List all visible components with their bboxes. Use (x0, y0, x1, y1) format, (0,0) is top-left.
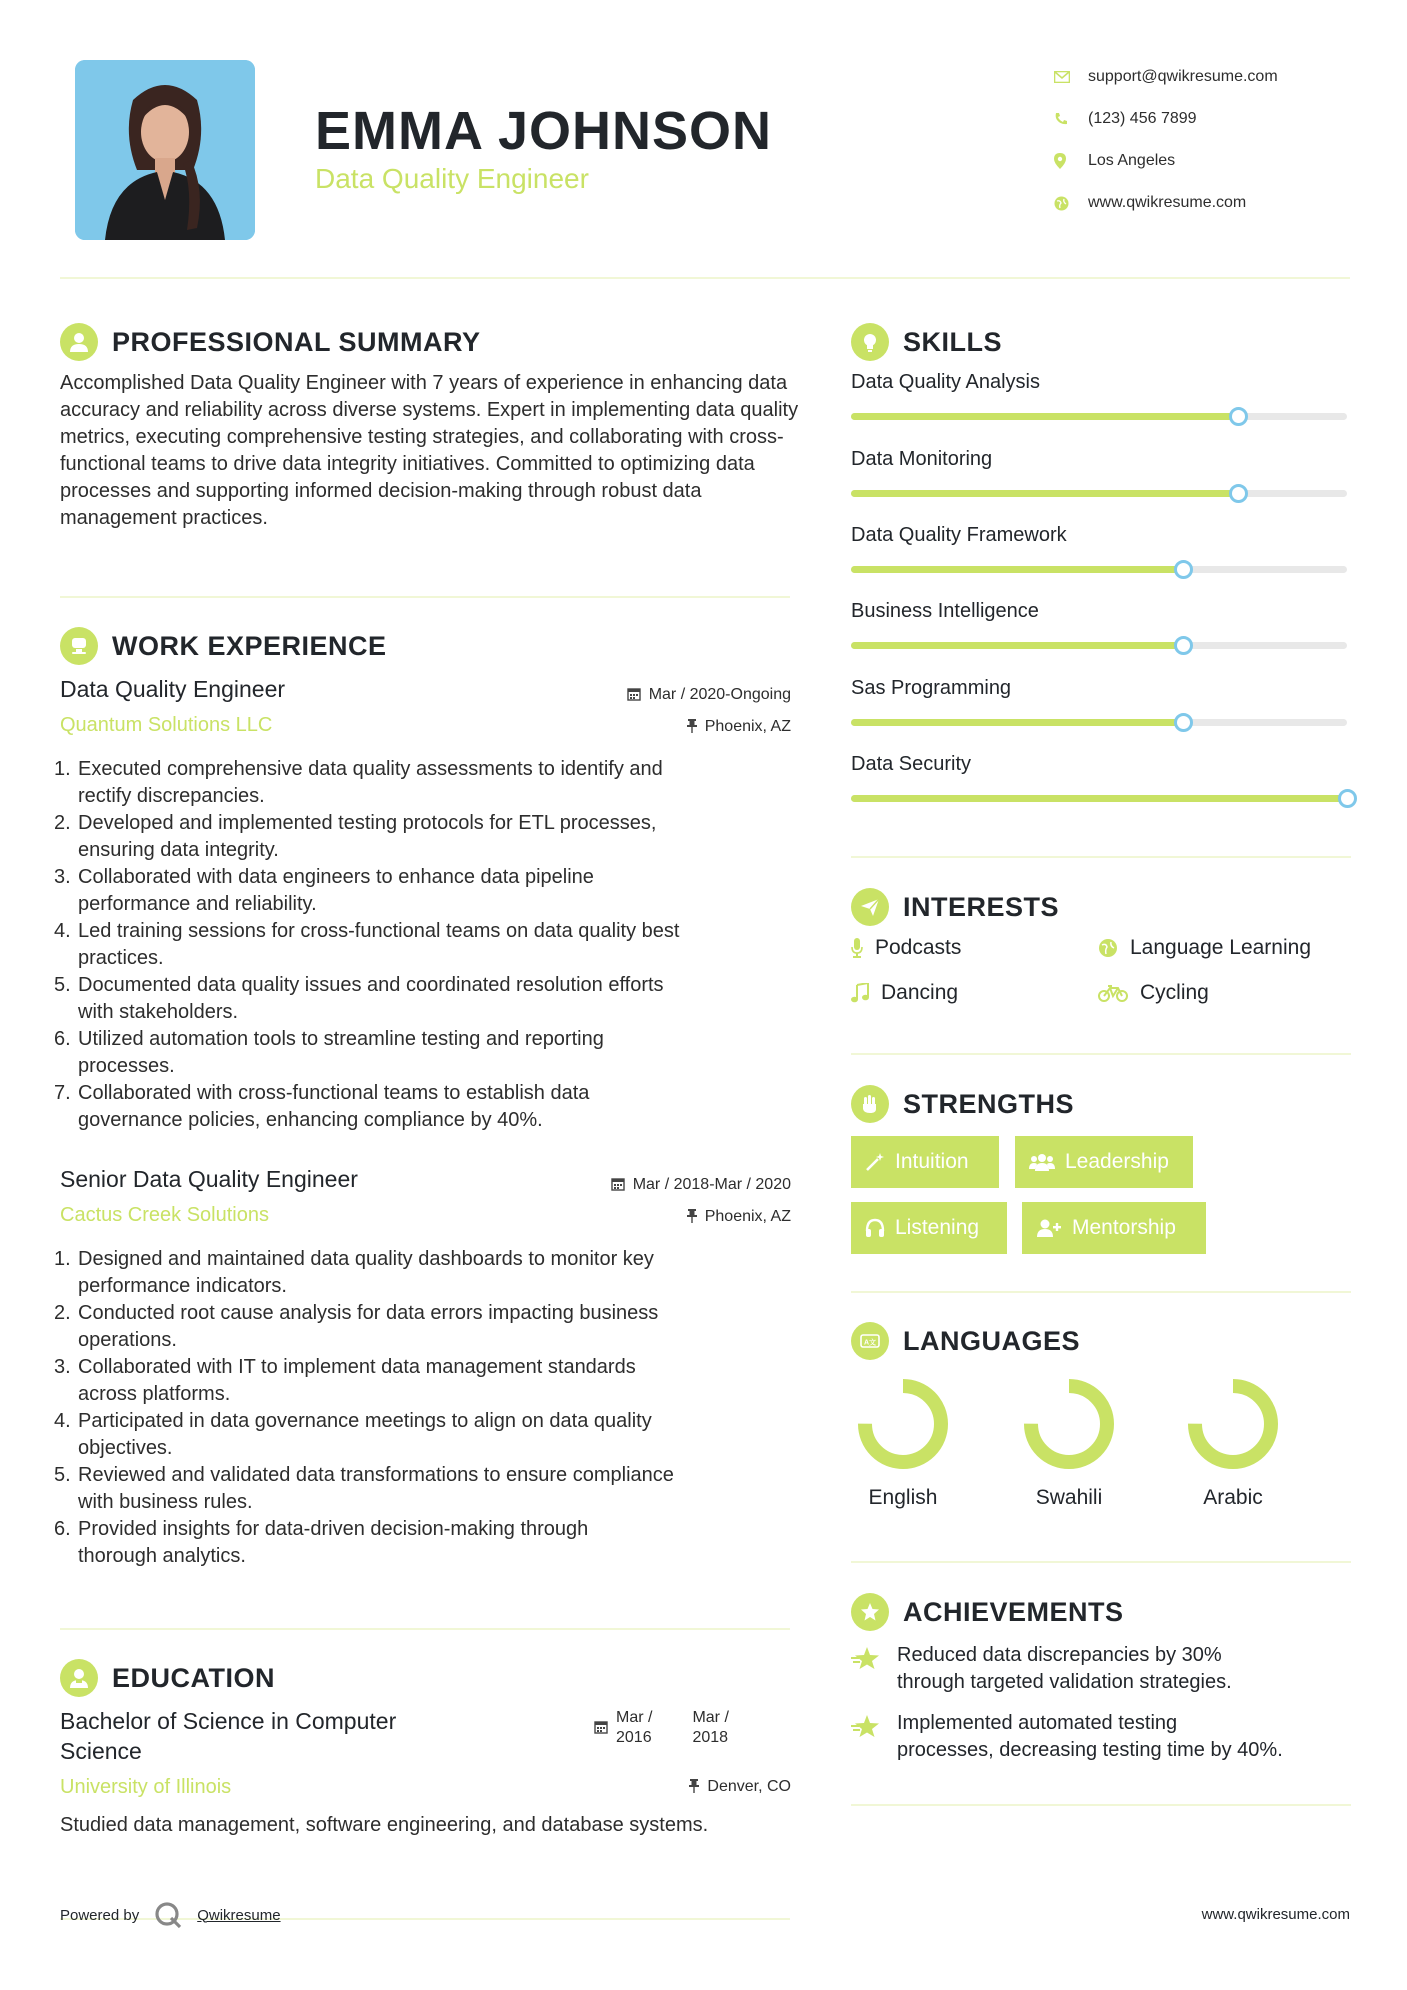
job-date-text: Mar / 2018-Mar / 2020 (632, 1176, 791, 1193)
achievement-text: Implemented automated testing processes, decreasing testing time by 40%. (897, 1712, 1283, 1761)
skill-bar-fill (851, 719, 1183, 726)
job-location (687, 1208, 791, 1226)
summary-title: PROFESSIONAL SUMMARY (112, 326, 481, 357)
interest-label: Podcasts (875, 936, 962, 959)
skill-bar-knob (1174, 713, 1193, 732)
job-company: Quantum Solutions LLC (60, 714, 273, 736)
languages-header (851, 1322, 1080, 1360)
language-icon (851, 1322, 889, 1360)
star-icon (851, 1710, 897, 1764)
summary-header (60, 323, 481, 361)
strengths-title: STRENGTHS (903, 1088, 1075, 1119)
skill-bar (851, 413, 1347, 420)
job-responsibilities (54, 1246, 805, 1570)
summary-text: Accomplished Data Quality Engineer with 7 years of experience in enhancing data accuracy and reliability across diverse systems. Expert in implementing data quality metrics, executing comprehensive testing strategies, and collaborating with cross-functional teams to drive data integrity initiatives. Committed to optimizing data processes and supporting informed decision-making through robust data management practices. (60, 372, 799, 529)
strength-label: Mentorship (1072, 1216, 1176, 1239)
achievements-title: ACHIEVEMENTS (903, 1596, 1124, 1627)
contact-website[interactable] (1050, 182, 1370, 224)
skill-bar (851, 490, 1347, 497)
job-location-text: Phoenix, AZ (704, 718, 791, 735)
calendar-icon (594, 1720, 608, 1737)
language-item (1004, 1376, 1134, 1510)
skill-bar-knob (1338, 789, 1357, 808)
contact-email-text: support@qwikresume.com (1088, 68, 1278, 85)
contact-website-text: www.qwikresume.com (1088, 194, 1247, 211)
candidate-role: Data Quality Engineer (315, 163, 589, 194)
footer-url[interactable]: www.qwikresume.com (1201, 1906, 1350, 1923)
briefcase-icon (60, 627, 98, 665)
achievements-header (851, 1593, 1124, 1631)
languages-divider (851, 1561, 1351, 1563)
strength-label: Leadership (1065, 1150, 1169, 1173)
degree-title-line: Science (60, 1738, 142, 1764)
degree-title-line: Bachelor of Science in Computer (60, 1708, 397, 1734)
skill-name: Data Security (851, 753, 972, 775)
interest-item (851, 936, 961, 960)
school-name: University of Illinois (60, 1776, 232, 1798)
language-level-ring (1185, 1376, 1281, 1472)
list-item: 4. Led training sessions for cross-functional teams on data quality best practices. (54, 920, 680, 969)
powered-by-label: Powered by (60, 1906, 140, 1924)
strengths-header (851, 1085, 1074, 1123)
interest-item (851, 981, 958, 1005)
list-item: 7. Collaborated with cross-functional teams to establish data governance policies, enhancing compliance by 40%. (54, 1082, 590, 1131)
pushpin-icon (687, 1209, 697, 1226)
qwikresume-link[interactable]: Qwikresume (197, 1906, 281, 1924)
education-title: EDUCATION (112, 1662, 275, 1693)
education-start: Mar / 2016 (616, 1709, 653, 1746)
skill-item (851, 753, 1351, 802)
microphone-icon (851, 938, 863, 958)
summary-divider (60, 596, 790, 598)
profile-photo (75, 60, 255, 240)
achievement-text: Reduced data discrepancies by 30% through targeted validation strategies. (897, 1644, 1232, 1693)
skill-name: Data Quality Analysis (851, 371, 1040, 393)
achievements-divider (851, 1804, 1351, 1806)
magic-wand-icon (865, 1152, 885, 1172)
job-location (687, 718, 791, 736)
skills-header (851, 323, 1002, 361)
interest-label: Dancing (881, 981, 959, 1004)
list-item: 3. Collaborated with data engineers to enhance data pipeline performance and reliability. (54, 866, 594, 915)
language-name: English (868, 1486, 938, 1509)
skill-bar (851, 642, 1347, 649)
powered-by (60, 1900, 281, 1930)
job-date-text: Mar / 2020-Ongoing (648, 686, 791, 703)
bicycle-icon (1098, 984, 1128, 1002)
list-item: 1. Executed comprehensive data quality assessments to identify and rectify discrepancies. (54, 758, 663, 807)
skill-bar-fill (851, 566, 1183, 573)
skill-item (851, 524, 1351, 573)
education-description: Studied data management, software engineering, and database systems. (60, 1814, 709, 1836)
interest-label: Cycling (1140, 981, 1209, 1004)
strength-label: Intuition (895, 1150, 969, 1173)
candidate-name: EMMA JOHNSON (315, 101, 773, 161)
experience-header (60, 627, 387, 665)
language-name: Arabic (1203, 1486, 1263, 1509)
contact-email[interactable] (1050, 56, 1370, 98)
users-icon (1029, 1152, 1055, 1172)
languages-title: LANGUAGES (903, 1325, 1081, 1356)
education-location (689, 1778, 791, 1796)
calendar-icon (611, 1177, 625, 1194)
headphones-icon (865, 1218, 885, 1238)
list-item: 5. Reviewed and validated data transformations to ensure compliance with business rules. (54, 1464, 674, 1513)
calendar-icon (627, 687, 641, 704)
skill-bar-fill (851, 642, 1183, 649)
skill-item (851, 677, 1351, 726)
skill-item (851, 371, 1351, 420)
contact-phone-text: (123) 456 7899 (1088, 110, 1197, 127)
user-icon (60, 323, 98, 361)
contact-location (1050, 140, 1370, 182)
language-level-ring (855, 1376, 951, 1472)
achievement-item (851, 1642, 1351, 1696)
skill-name: Data Monitoring (851, 448, 993, 470)
list-item: 6. Utilized automation tools to streamline testing and reporting processes. (54, 1028, 604, 1077)
skills-title: SKILLS (903, 326, 1003, 357)
job-responsibilities (54, 756, 805, 1134)
strength-tag (851, 1136, 999, 1188)
svg-text:A文: A文 (863, 1339, 877, 1347)
job-date (611, 1176, 791, 1194)
list-item: 2. Conducted root cause analysis for data errors impacting business operations. (54, 1302, 659, 1351)
skill-item (851, 600, 1351, 649)
paper-plane-icon (851, 888, 889, 926)
interests-title: INTERESTS (903, 891, 1060, 922)
contact-phone[interactable] (1050, 98, 1370, 140)
hand-icon (851, 1085, 889, 1123)
strengths-divider (851, 1291, 1351, 1293)
language-level-ring (1021, 1376, 1117, 1472)
lightbulb-icon (851, 323, 889, 361)
skill-bar-knob (1174, 560, 1193, 579)
skill-name: Sas Programming (851, 677, 1012, 699)
skill-bar-knob (1229, 484, 1248, 503)
envelope-icon (1050, 71, 1088, 83)
header-divider (60, 277, 1350, 279)
job-company: Cactus Creek Solutions (60, 1204, 269, 1226)
job-location-text: Phoenix, AZ (704, 1208, 791, 1225)
list-item: 5. Documented data quality issues and coordinated resolution efforts with stakeholders. (54, 974, 664, 1023)
experience-divider (60, 1628, 790, 1630)
contact-list (1050, 56, 1370, 224)
language-item (838, 1376, 968, 1510)
map-pin-icon (1050, 153, 1088, 169)
job-title: Data Quality Engineer (60, 676, 286, 702)
globe-icon (1050, 196, 1088, 211)
education-date (594, 1708, 729, 1748)
skill-bar-fill (851, 795, 1347, 802)
experience-title: WORK EXPERIENCE (112, 630, 387, 661)
education-location-text: Denver, CO (707, 1778, 791, 1795)
pushpin-icon (687, 719, 697, 736)
skill-item (851, 448, 1351, 497)
interest-item (1098, 936, 1311, 960)
list-item: 3. Collaborated with IT to implement data management standards across platforms. (54, 1356, 636, 1405)
skill-bar (851, 795, 1347, 802)
job-title: Senior Data Quality Engineer (60, 1166, 358, 1192)
list-item: 1. Designed and maintained data quality dashboards to monitor key performance indicators. (54, 1248, 654, 1297)
list-item: 6. Provided insights for data-driven decision-making through thorough analytics. (54, 1518, 589, 1567)
job-date (627, 686, 791, 704)
strength-tag (851, 1202, 1007, 1254)
skill-bar-knob (1174, 636, 1193, 655)
skill-bar (851, 566, 1347, 573)
star-badge-icon (851, 1593, 889, 1631)
interests-header (851, 888, 1059, 926)
skill-bar-knob (1229, 407, 1248, 426)
interests-divider (851, 1053, 1351, 1055)
skills-divider (851, 856, 1351, 858)
interest-item (1098, 981, 1209, 1005)
music-note-icon (851, 983, 869, 1003)
skill-name: Data Quality Framework (851, 524, 1067, 546)
education-header (60, 1659, 275, 1697)
star-icon (851, 1642, 897, 1696)
list-item: 2. Developed and implemented testing protocols for ETL processes, ensuring data integrity. (54, 812, 657, 861)
list-item: 4. Participated in data governance meetings to align on data quality objectives. (54, 1410, 652, 1459)
strength-tag (1015, 1136, 1193, 1188)
phone-icon (1050, 112, 1088, 126)
skill-bar-fill (851, 490, 1238, 497)
graduation-icon (60, 1659, 98, 1697)
globe-icon (1098, 938, 1118, 958)
strength-label: Listening (895, 1216, 980, 1239)
qwikresume-logo-icon (153, 1900, 183, 1930)
achievement-item (851, 1710, 1351, 1764)
interest-label: Language Learning (1130, 936, 1312, 959)
skill-name: Business Intelligence (851, 600, 1039, 622)
pushpin-icon (689, 1779, 699, 1796)
user-plus-icon (1036, 1218, 1062, 1238)
skill-bar (851, 719, 1347, 726)
language-name: Swahili (1035, 1486, 1103, 1509)
skill-bar-fill (851, 413, 1238, 420)
strength-tag (1022, 1202, 1206, 1254)
degree-title (60, 1706, 396, 1766)
contact-location-text: Los Angeles (1088, 152, 1176, 169)
language-item (1168, 1376, 1298, 1510)
education-end: Mar / 2018 (692, 1709, 729, 1746)
